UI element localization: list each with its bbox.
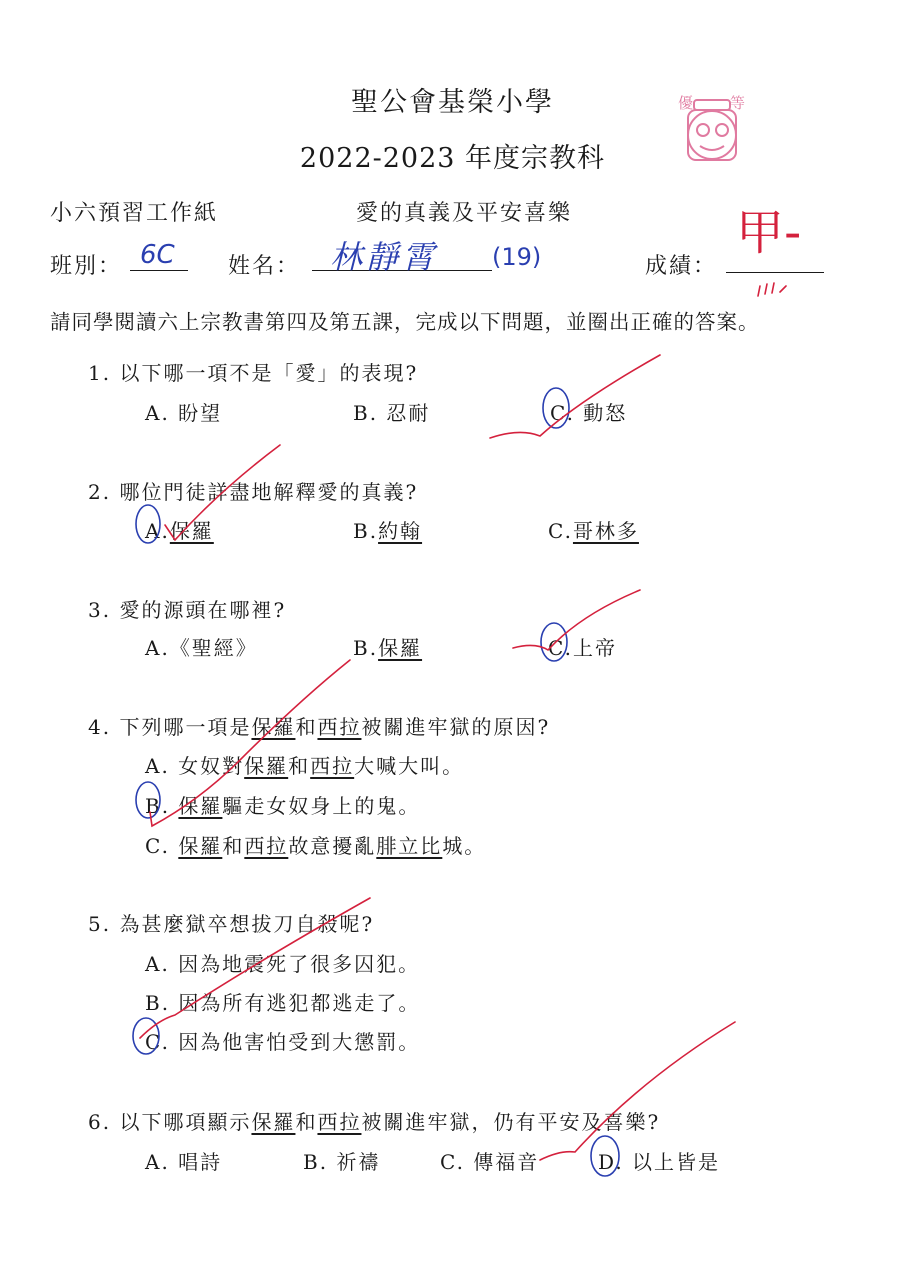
student-number: (19) [492,243,542,271]
school-name: 聖公會基榮小學 [351,87,554,118]
q6-tick-mark [540,1022,735,1160]
q3-tick-mark [513,590,640,650]
q6-option-b[interactable]: B. 祈禱 [303,1150,381,1174]
q5-option-a[interactable]: A. 因為地震死了很多囚犯。 [145,952,421,976]
q2-option-c[interactable]: C.哥林多 [548,519,639,543]
q6-answer-circle [591,1136,619,1176]
name-label: 姓名： [228,254,301,279]
grade-tally [758,283,786,296]
q2-answer-circle [136,505,160,543]
question-5-stem: 5. 為甚麼獄卒想拔刀自殺呢? [88,912,375,936]
q1-option-b[interactable]: B. 忍耐 [353,401,431,425]
q6-option-d[interactable]: D. 以上皆是 [598,1150,721,1174]
q4-answer-circle [136,782,160,818]
q5-tick-mark [140,898,370,1038]
q6-option-a[interactable]: A. 唱詩 [145,1150,223,1174]
question-2-stem: 2. 哪位門徒詳盡地解釋愛的真義? [88,480,419,504]
q6-option-c[interactable]: C. 傳福音 [440,1150,540,1174]
q3-option-a[interactable]: A.《聖經》 [145,636,258,660]
grade-value: 甲- [736,205,802,261]
q4-option-b[interactable]: B. 保羅驅走女奴身上的鬼。 [145,794,421,818]
question-4-stem: 4. 下列哪一項是保羅和西拉被關進牢獄的原因? [88,715,551,739]
q4-tick-mark [150,660,350,826]
name-value: 林靜霄 [330,238,439,276]
year-subject-title: 2022-2023 年度宗教科 [299,143,606,174]
question-3-stem: 3. 愛的源頭在哪裡? [88,598,287,622]
svg-text:等: 等 [730,94,746,112]
q2-option-a[interactable]: A.保羅 [145,519,214,543]
worksheet-topic: 愛的真義及平安喜樂 [356,201,573,226]
q3-option-c[interactable]: C.上帝 [548,636,617,660]
question-1-stem: 1. 以下哪一項不是「愛」的表現? [88,361,419,385]
q5-option-b[interactable]: B. 因為所有逃犯都逃走了。 [145,991,421,1015]
q4-option-a[interactable]: A. 女奴對保羅和西拉大喊大叫。 [145,754,465,778]
class-label: 班別： [50,254,123,279]
q1-option-a[interactable]: A. 盼望 [145,401,223,425]
q3-option-b[interactable]: B.保羅 [353,636,423,660]
q3-answer-circle [541,623,567,661]
q5-option-c[interactable]: C. 因為他害怕受到大懲罰。 [145,1030,421,1054]
question-6-stem: 6. 以下哪項顯示保羅和西拉被關進牢獄，仍有平安及喜樂? [88,1110,661,1134]
q1-tick-mark [490,355,660,438]
q2-tick-mark [165,445,280,540]
stamp-text: 優 [678,94,694,112]
q2-option-b[interactable]: B.約翰 [353,519,423,543]
grade-label: 成績： [645,254,718,279]
q4-option-c[interactable]: C. 保羅和西拉故意擾亂腓立比城。 [145,834,487,858]
q1-option-c[interactable]: C. 動怒 [550,401,628,425]
class-value: 6C [140,240,175,270]
worksheet-label: 小六預習工作紙 [50,201,219,226]
q5-answer-circle [133,1018,159,1054]
instructions: 請同學閱讀六上宗教書第四及第五課，完成以下問題，並圈出正確的答案。 [50,310,760,334]
